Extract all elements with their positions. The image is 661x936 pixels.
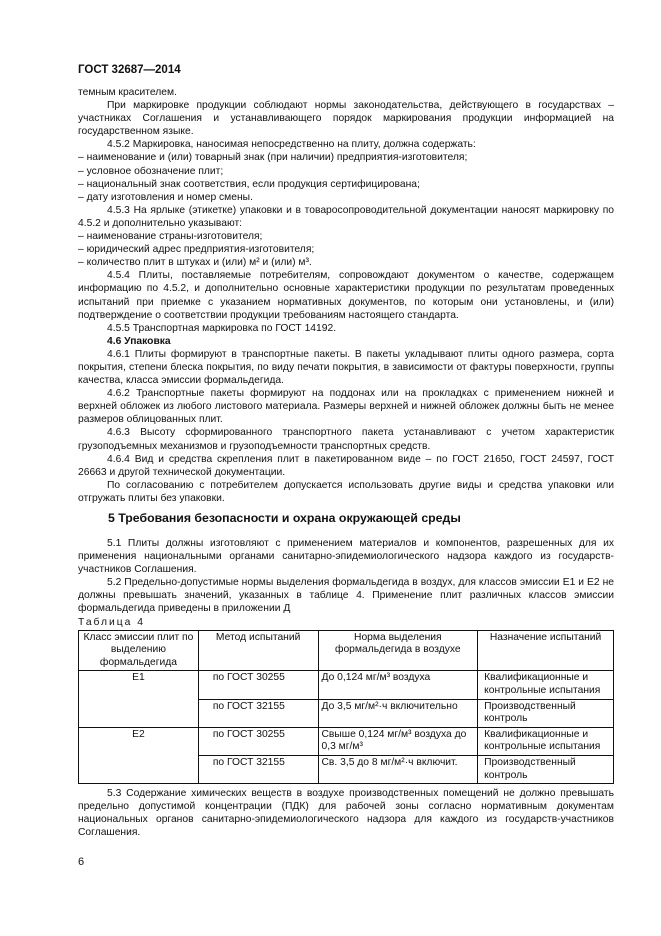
table-header: Норма выделения формальдегида в воздухе bbox=[318, 630, 478, 671]
table-header: Назначение испытаний bbox=[478, 630, 614, 671]
table-cell-class: Е1 bbox=[79, 671, 199, 727]
section-5-text bbox=[78, 537, 614, 784]
paragraph: 4.5.3 На ярлыке (этикетке) упаковки и в товаросопроводительной документации наносят маркировку по 4.5.2 и дополнительно указывают: bbox=[78, 204, 614, 229]
list-item: – количество плит в штуках и (или) м² и (или) м³. bbox=[78, 257, 312, 269]
table-caption: Таблица 4 bbox=[78, 616, 145, 628]
paragraph: По согласованию с потребителем допускается использовать другие виды и средства упаковки или отгружать плиты без упаковки. bbox=[78, 479, 614, 504]
table-header-row bbox=[79, 630, 614, 671]
subsection-heading: 4.6 Упаковка bbox=[107, 335, 171, 347]
paragraph: При маркировке продукции соблюдают нормы законодательства, действующего в государствах – участниках Соглашения и устанавливающего порядок маркирования продукции информацией на государственном языке. bbox=[78, 100, 614, 138]
list-item: – наименование страны-изготовителя; bbox=[78, 231, 263, 243]
paragraph: 4.6.4 Вид и средства скрепления плит в пакетированном виде – по ГОСТ 21650, ГОСТ 24597, ГОСТ 26663 и другой технической документации. bbox=[78, 453, 614, 478]
paragraph: темным красителем. bbox=[78, 87, 177, 98]
table-4 bbox=[78, 630, 614, 785]
section-5-3-text bbox=[78, 787, 614, 839]
table-row bbox=[79, 727, 614, 755]
paragraph: 5.3 Содержание химических веществ в воздухе производственных помещений не должно превышать предельно допустимой концентрации (ПДК) для рабочей зоны согласно нормативным документам национальных органов санитарно-эпидемиологического надзора для каждого из государств-участников Соглашения. bbox=[78, 788, 614, 839]
table-cell: Квалификационные и контрольные испытания bbox=[478, 727, 614, 755]
document-header: ГОСТ 32687—2014 bbox=[78, 64, 181, 76]
table-cell: по ГОСТ 30255 bbox=[198, 727, 318, 755]
paragraph: 5.1 Плиты должны изготовляют с применением материалов и компонентов, разрешенных для их применения национальными органами санитарно-эпидемиологического надзора каждого из государств-участников Соглашения. bbox=[78, 538, 614, 576]
section-4-text bbox=[78, 86, 614, 505]
paragraph: 4.6.1 Плиты формируют в транспортные пакеты. В пакеты укладывают плиты одного размера, сорта покрытия, степени блеска покрытия, по виду печати покрытия, в зависимости от фактуры поверхности, группы качества, класса эмиссии формальдегида. bbox=[78, 348, 614, 387]
table-header: Класс эмиссии плит по выделению формальдегида bbox=[79, 630, 199, 671]
table-cell: по ГОСТ 30255 bbox=[198, 671, 318, 699]
table-cell: Квалификационные и контрольные испытания bbox=[478, 671, 614, 699]
table-cell: по ГОСТ 32155 bbox=[198, 699, 318, 727]
table-header: Метод испытаний bbox=[198, 630, 318, 671]
table-cell: Свыше 0,124 мг/м³ воздуха до 0,3 мг/м³ bbox=[318, 727, 478, 755]
list-item: – наименование и (или) товарный знак (при наличии) предприятия-изготовителя; bbox=[78, 152, 468, 164]
paragraph: 5.2 Предельно-допустимые нормы выделения формальдегида в воздух, для классов эмиссии Е1 и Е2 не должны превышать значений, указанных в таблице 4. Применение плит различных классов эмиссии формальдегида приведены в приложении Д bbox=[78, 577, 614, 615]
table-cell-class: Е2 bbox=[79, 727, 199, 783]
section-5-title: 5 Требования безопасности и охрана окружающей среды bbox=[108, 511, 461, 525]
table-cell: Производственный контроль bbox=[478, 699, 614, 727]
table-row bbox=[79, 671, 614, 699]
table-cell: Производственный контроль bbox=[478, 756, 614, 784]
paragraph: 4.5.4 Плиты, поставляемые потребителям, сопровождают документом о качестве, содержащем информацию по 4.5.2, и дополнительно основные характеристики продукции по результатам проведенных испытаний при приемке с указанием нормативных документов, по которым они установлены, и (или) подтверждение о соответствии продукции требованиям настоящего стандарта. bbox=[78, 270, 614, 321]
page-number: 6 bbox=[78, 856, 85, 868]
table-cell: До 3,5 мг/м²·ч включительно bbox=[318, 699, 478, 727]
paragraph: 4.5.5 Транспортная маркировка по ГОСТ 14192. bbox=[107, 322, 337, 334]
list-item: – национальный знак соответствия, если продукция сертифицирована; bbox=[78, 178, 420, 190]
paragraph: 4.6.3 Высоту сформированного транспортного пакета устанавливают с учетом характеристик грузоподъемных механизмов и грузоподъемности транспортных средств. bbox=[78, 427, 614, 452]
list-item: – условное обозначение плит; bbox=[78, 165, 224, 177]
list-item: – юридический адрес предприятия-изготовителя; bbox=[78, 244, 315, 256]
paragraph: 4.6.2 Транспортные пакеты формируют на поддонах или на прокладках с применением нижней и верхней обложек из любого листового материала. Размеры верхней и нижней обложек должны быть не менее размеров облицованных плит. bbox=[78, 388, 614, 426]
table-cell: До 0,124 мг/м³ воздуха bbox=[318, 671, 478, 699]
table-cell: по ГОСТ 32155 bbox=[198, 756, 318, 784]
table-cell: Св. 3,5 до 8 мг/м²·ч включит. bbox=[318, 756, 478, 784]
paragraph: 4.5.2 Маркировка, наносимая непосредственно на плиту, должна содержать: bbox=[107, 139, 476, 151]
list-item: – дату изготовления и номер смены. bbox=[78, 191, 253, 203]
